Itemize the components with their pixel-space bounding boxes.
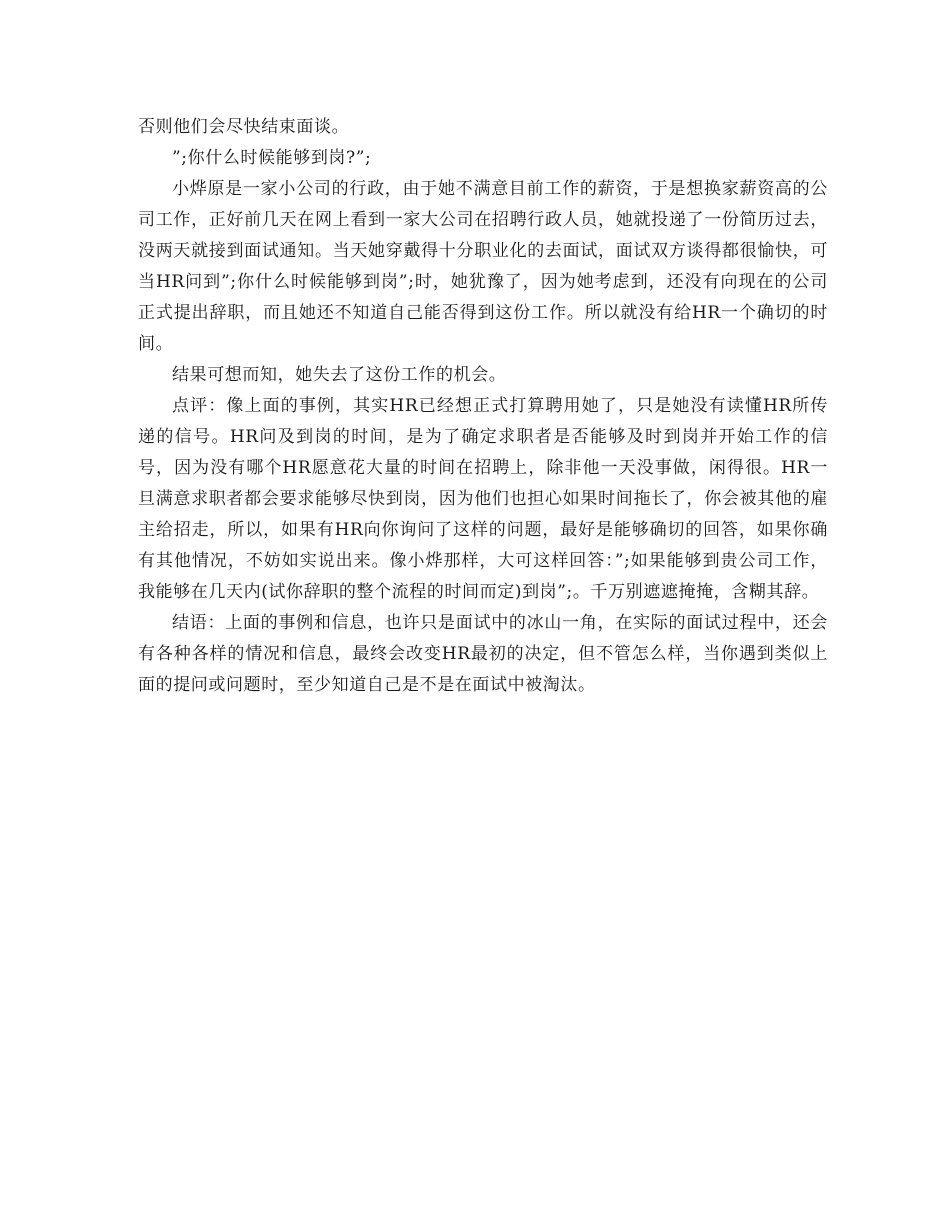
paragraph-conclusion: 结语：上面的事例和信息，也许只是面试中的冰山一角，在实际的面试过程中，还会有各种各样的情况和信息，最终会改变HR最初的决定，但不管怎么样，当你遇到类似上面的提问或问题时，至少知道自己是不是在面试中被淘汰。: [138, 613, 828, 695]
paragraph-case-story: 小烨原是一家小公司的行政，由于她不满意目前工作的薪资，于是想换家薪资高的公司工作，正好前几天在网上看到一家大公司在招聘行政人员，她就投递了一份简历过去，没两天就接到面试通知。当天她穿戴得十分职业化的去面试，面试双方谈得都很愉快，可当HR问到”;你什么时候能够到岗”;时，她犹豫了，因为她考虑到，还没有向现在的公司正式提出辞职，而且她还不知道自己能否得到这份工作。所以就没有给HR一个确切的时间。: [138, 179, 828, 354]
paragraph-result: 结果可想而知，她失去了这份工作的机会。: [172, 365, 507, 385]
paragraph-continuation: 否则他们会尽快结束面谈。: [138, 117, 350, 137]
document-body: [138, 112, 828, 701]
paragraph-question-heading: ”;你什么时候能够到岗?”;: [172, 148, 372, 168]
paragraph-commentary: 点评：像上面的事例，其实HR已经想正式打算聘用她了，只是她没有读懂HR所传递的信号。HR问及到岗的时间，是为了确定求职者是否能够及时到岗并开始工作的信号，因为没有哪个HR愿意花大量的时间在招聘上，除非他一天没事做，闲得很。HR一旦满意求职者都会要求能够尽快到岗，因为他们也担心如果时间拖长了，你会被其他的雇主给招走，所以，如果有HR向你询问了这样的问题，最好是能够确切的回答，如果你确有其他情况，不妨如实说出来。像小烨那样，大可这样回答：”;如果能够到贵公司工作，我能够在几天内(试你辞职的整个流程的时间而定)到岗”;。千万别遮遮掩掩，含糊其辞。: [138, 396, 828, 602]
